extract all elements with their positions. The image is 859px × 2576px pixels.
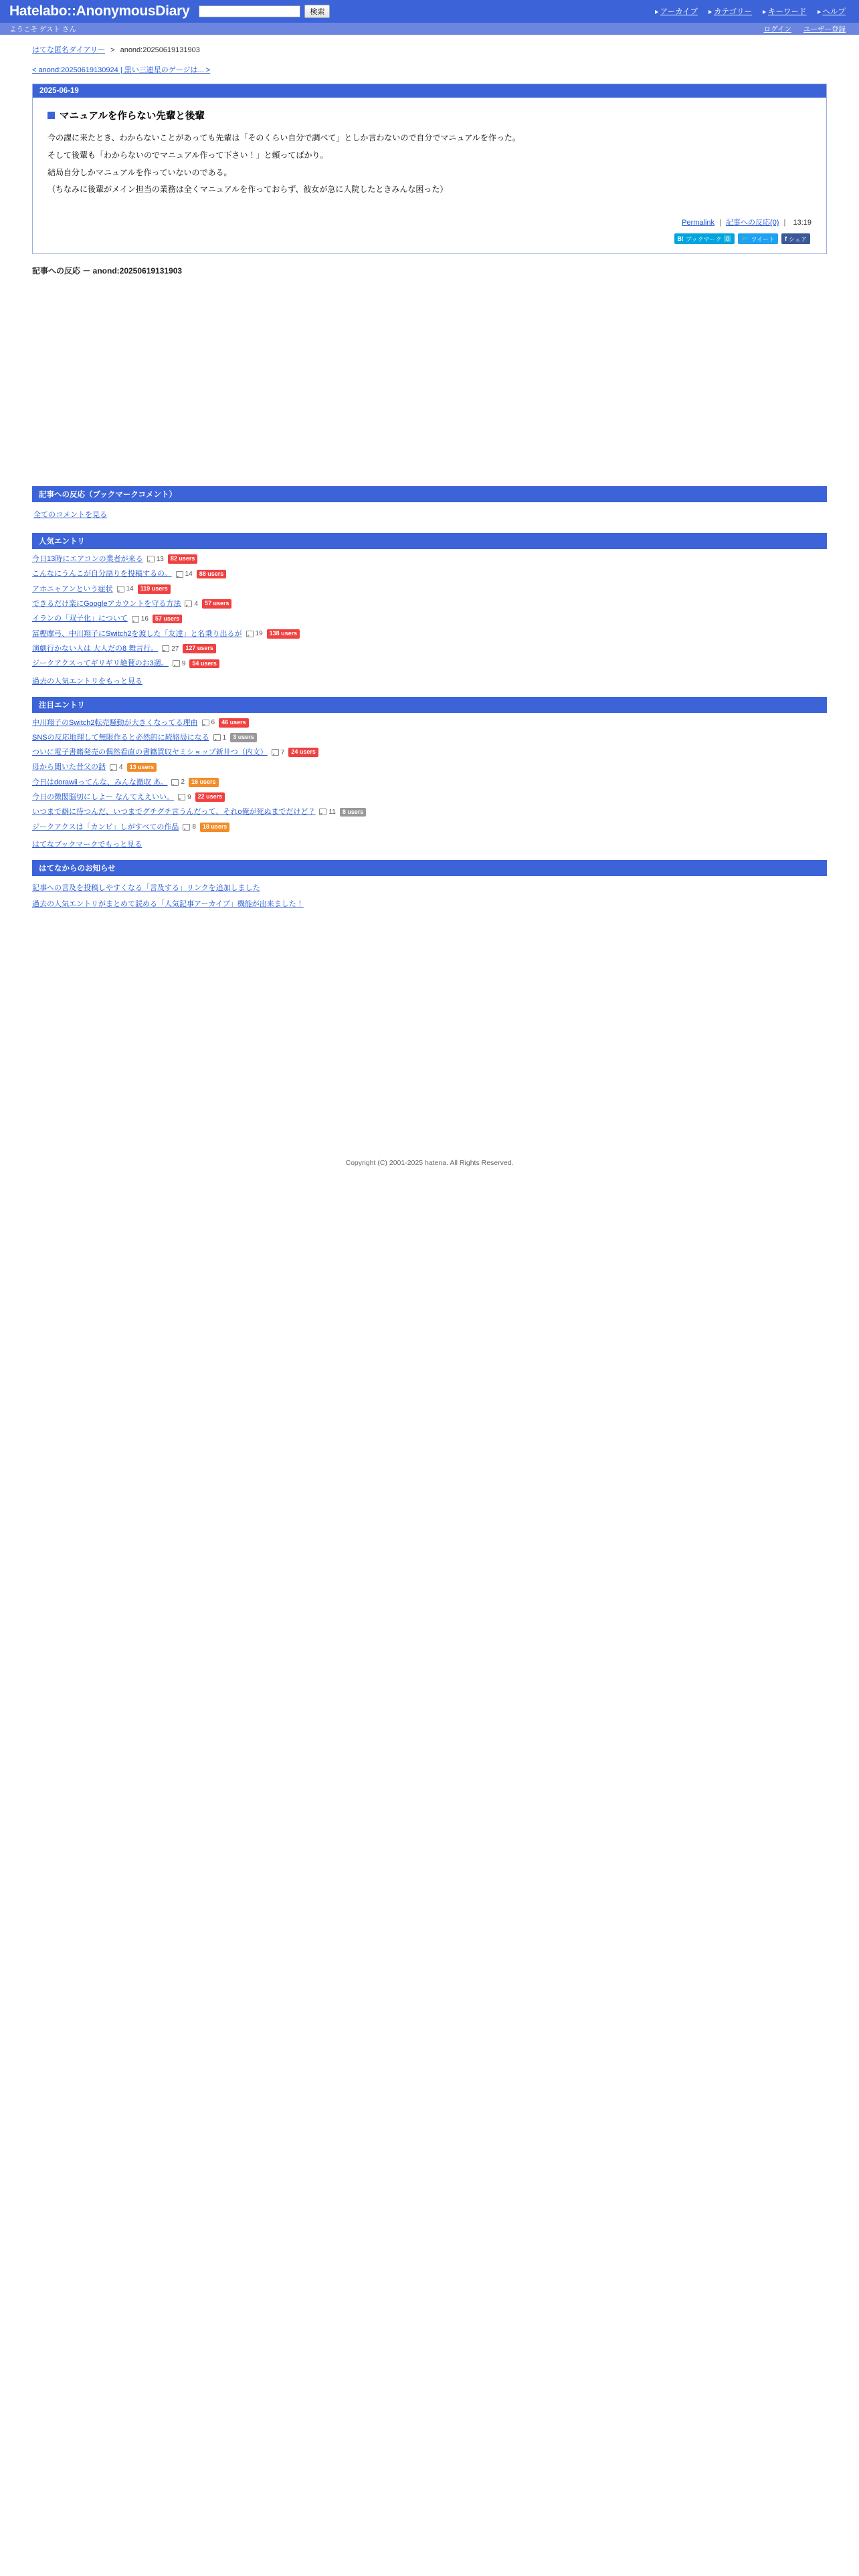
greeting-text: ようこそ ゲスト さん <box>9 25 76 33</box>
copyright-text: Copyright (C) 2001-2025 hatena. All Rights Reserved. <box>345 1158 514 1167</box>
entry-link[interactable]: できるだけ楽にGoogleアカウントを守る方法 <box>32 600 181 609</box>
featured-entries-list <box>32 713 827 835</box>
comment-icon <box>176 571 183 578</box>
entry-reaction-link[interactable]: 記事への反応(0) <box>726 219 779 227</box>
facebook-share-label: シェア <box>789 235 807 243</box>
signup-link[interactable]: ユーザー登録 <box>803 25 846 33</box>
bookmark-count: 9 <box>173 659 186 668</box>
footer-separator: | <box>719 219 721 227</box>
bookmark-count: 14 <box>117 584 134 593</box>
entry-paragraph: 結局自分しかマニュアルを作っていないのである。 <box>47 167 232 177</box>
featured-entries-more-link[interactable]: はてなブックマークでもっと見る <box>32 840 142 849</box>
comment-icon <box>272 749 279 756</box>
list-item <box>32 582 827 597</box>
comment-icon <box>162 645 169 652</box>
global-header <box>0 0 859 23</box>
view-all-comments <box>33 506 826 522</box>
popular-entries-more-link[interactable]: 過去の人気エントリをもっと見る <box>32 677 142 685</box>
hatena-bookmark-count: 0 <box>724 235 731 242</box>
adjacent-entry-link[interactable]: < anond:20250619130924 | 黒い三連星のゲージは... > <box>32 66 211 74</box>
comments-section-body <box>32 502 827 524</box>
bookmark-count: 11 <box>319 808 335 817</box>
list-item <box>32 745 827 760</box>
caret-icon <box>763 10 766 14</box>
users-badge: 127 users <box>183 644 216 653</box>
bookmark-count: 4 <box>185 600 198 609</box>
entry-link[interactable]: ジークアクスってギリギリ絶賛のお3週。 <box>32 659 169 668</box>
comment-icon <box>213 734 221 741</box>
users-badge: 22 users <box>195 792 225 802</box>
list-item <box>32 641 827 656</box>
comment-icon <box>246 631 254 637</box>
bookmark-count: 7 <box>272 748 285 757</box>
view-all-comments-link[interactable]: 全てのコメントを見る <box>33 511 107 520</box>
comment-icon <box>171 779 179 786</box>
empty-reaction-area <box>32 276 827 477</box>
users-badge: 18 users <box>200 823 230 832</box>
bookmark-count: 8 <box>183 823 196 831</box>
notices-list <box>32 876 827 911</box>
entry-time: 13:19 <box>793 219 812 227</box>
notice-link[interactable]: 記事への言及を投稿しやすくなる「言及する」リンクを追加しました <box>32 883 260 892</box>
entry-date: 2025-06-19 <box>33 84 826 98</box>
footer <box>32 1159 827 1194</box>
search-button[interactable]: 検索 <box>304 5 330 18</box>
bookmark-count: 16 <box>132 615 149 623</box>
users-badge: 88 users <box>197 570 227 579</box>
entry-link[interactable]: 演劇行かない人は 大人だの8 舞言行。 <box>32 644 159 653</box>
entry-paragraph: そして後輩も「わからないのでマニュアル作って下さい！」と頼ってばかり。 <box>47 150 328 160</box>
nav-archive[interactable]: アーカイブ <box>655 6 698 17</box>
hatena-bookmark-button[interactable] <box>674 233 735 244</box>
hatena-bookmark-label: ブックマーク <box>686 235 722 243</box>
entry-link[interactable]: イランの「双子化」について <box>32 615 128 623</box>
facebook-f-icon: f <box>785 235 787 243</box>
bookmark-count: 6 <box>202 718 215 727</box>
list-item <box>32 627 827 641</box>
bookmark-count: 9 <box>178 793 191 802</box>
entry-title-text: マニュアルを作らない先輩と後輩 <box>60 111 205 122</box>
entry-link[interactable]: こんなにうんこが自分語りを投稿するの。 <box>32 570 172 578</box>
caret-icon <box>818 10 821 14</box>
users-badge: 138 users <box>267 629 300 639</box>
list-item <box>32 879 827 895</box>
entry-body <box>33 98 826 253</box>
breadcrumb-separator: > <box>110 46 115 54</box>
nav-category[interactable]: カテゴリー <box>708 6 752 17</box>
content <box>0 44 859 1194</box>
users-badge: 119 users <box>138 584 171 594</box>
entry-link[interactable]: 中川翔子のSwitch2転売騒動が大きくなってる理由 <box>32 718 198 727</box>
entry-link[interactable]: アホニャアンという症状 <box>32 584 113 593</box>
users-badge: 57 users <box>202 599 232 609</box>
bookmark-count: 1 <box>213 734 227 742</box>
bookmark-count: 2 <box>171 778 185 786</box>
bookmark-count: 14 <box>176 570 193 578</box>
entry-paragraph: （ちなみに後輩がメイン担当の業務は全くマニュアルを作っておらず、彼女が急に入院したときみんな困った） <box>47 185 448 195</box>
bookmark-count: 4 <box>110 763 123 772</box>
users-badge: 54 users <box>189 659 219 669</box>
list-item <box>32 552 827 566</box>
entry-text <box>47 132 812 197</box>
list-item <box>32 820 827 835</box>
users-badge: 46 users <box>219 718 249 728</box>
notice-link[interactable]: 過去の人気エントリがまとめて読める「人気記事アーカイブ」機能が出来ました！ <box>32 899 304 908</box>
users-badge: 82 users <box>168 554 198 564</box>
entry-paragraph: 今の課に来たとき、わからないことがあっても先輩は「そのくらい自分で調べて」としか言わないので自分でマニュアルを作った。 <box>47 133 520 142</box>
users-badge: 3 users <box>230 733 257 742</box>
list-item <box>32 895 827 911</box>
comment-icon <box>132 616 139 623</box>
users-badge: 57 users <box>153 615 183 624</box>
sub-header <box>0 23 859 35</box>
nav-keyword[interactable]: キーワード <box>763 6 807 17</box>
site-logo[interactable]: Hatelabo::AnonymousDiary <box>9 3 190 19</box>
entry-link[interactable]: SNSの反応地理して無限作ると必然的に続絡局になる <box>32 733 209 742</box>
users-badge: 8 users <box>340 808 367 817</box>
entry-link[interactable]: いつまで癖に待つんだ、いつまでグチグチ言うんだって、それo俺が死ぬまでだけど？ <box>32 808 316 817</box>
notices-title: はてなからのお知らせ <box>32 860 827 876</box>
bottom-gap <box>32 911 827 1025</box>
users-badge: 13 users <box>127 763 157 772</box>
twitter-share-label: ツイート <box>751 235 775 243</box>
caret-icon <box>655 10 658 14</box>
header-nav <box>655 6 850 17</box>
list-item <box>32 597 827 611</box>
entry-footer <box>47 217 812 227</box>
list-item <box>32 790 827 804</box>
nav-help[interactable]: ヘルプ <box>818 6 846 17</box>
entry-link[interactable]: ジークアクスは「カンビ」しがすべての作品 <box>32 823 179 831</box>
list-item <box>32 760 827 774</box>
entry-title <box>47 108 812 122</box>
users-badge: 16 users <box>189 778 219 787</box>
list-item <box>32 566 827 581</box>
comment-icon <box>147 556 155 562</box>
comment-icon <box>117 586 124 593</box>
reaction-heading: 記事への反応 － anond:20250619131903 <box>32 266 183 276</box>
comment-icon <box>110 764 117 771</box>
list-item <box>32 804 827 819</box>
search-input[interactable] <box>199 5 300 17</box>
list-item <box>32 716 827 730</box>
entry-box <box>32 84 827 254</box>
comment-icon <box>319 809 326 815</box>
comments-section-title: 記事への反応（ブックマークコメント） <box>32 486 827 502</box>
comment-icon <box>202 720 209 726</box>
breadcrumb-current: anond:20250619131903 <box>120 46 200 54</box>
header-search <box>199 5 330 18</box>
permalink-link[interactable]: Permalink <box>682 219 715 227</box>
list-item <box>32 730 827 745</box>
entry-link[interactable]: 今日はdorawiiってんな、みんな撤収 あ。 <box>32 778 168 786</box>
login-link[interactable]: ログイン <box>763 25 791 33</box>
adjacent-entry-nav <box>32 64 827 75</box>
list-item <box>32 611 827 626</box>
hatena-b-icon: B! <box>677 235 684 243</box>
popular-entries-list <box>32 549 827 671</box>
entry-link[interactable]: ついに電子書籍発売の偶然看直の書籍買収ヤミショップ新井つ（内文） <box>32 748 268 757</box>
entry-link[interactable]: 今日の微閣脳切にしよー なんてええいい。 <box>32 793 175 802</box>
footer-separator: | <box>783 219 786 227</box>
twitter-bird-icon: 🐦 <box>741 235 749 242</box>
breadcrumb-parent[interactable]: はてな匿名ダイアリー <box>32 46 106 54</box>
popular-entries-more <box>32 671 827 687</box>
comment-icon <box>178 794 185 800</box>
list-item <box>32 775 827 790</box>
bookmark-count: 27 <box>162 645 179 653</box>
featured-entries-title: 注目エントリ <box>32 697 827 713</box>
breadcrumb <box>32 44 827 55</box>
bookmark-count: 13 <box>147 555 164 564</box>
page-root <box>0 0 859 1194</box>
square-bullet-icon <box>47 112 55 119</box>
caret-icon <box>708 10 712 14</box>
twitter-share-button[interactable] <box>738 233 778 244</box>
entry-link[interactable]: 母から聞いた昔父の話 <box>32 763 106 772</box>
list-item <box>32 656 827 671</box>
comment-icon <box>183 824 190 831</box>
comment-icon <box>173 660 180 667</box>
popular-entries-title: 人気エントリ <box>32 533 827 549</box>
users-badge: 24 users <box>288 748 318 757</box>
entry-link[interactable]: 冨樫摩弓、中川翔子にSwitch2を渡した「友達」と名乗り出るが <box>32 629 242 638</box>
bookmark-count: 19 <box>246 629 263 638</box>
featured-entries-more <box>32 835 827 851</box>
entry-link[interactable]: 今日13時にエアコンの業者が来る <box>32 555 143 564</box>
share-row <box>47 233 812 244</box>
facebook-share-button[interactable] <box>781 233 810 244</box>
comment-icon <box>185 601 192 607</box>
